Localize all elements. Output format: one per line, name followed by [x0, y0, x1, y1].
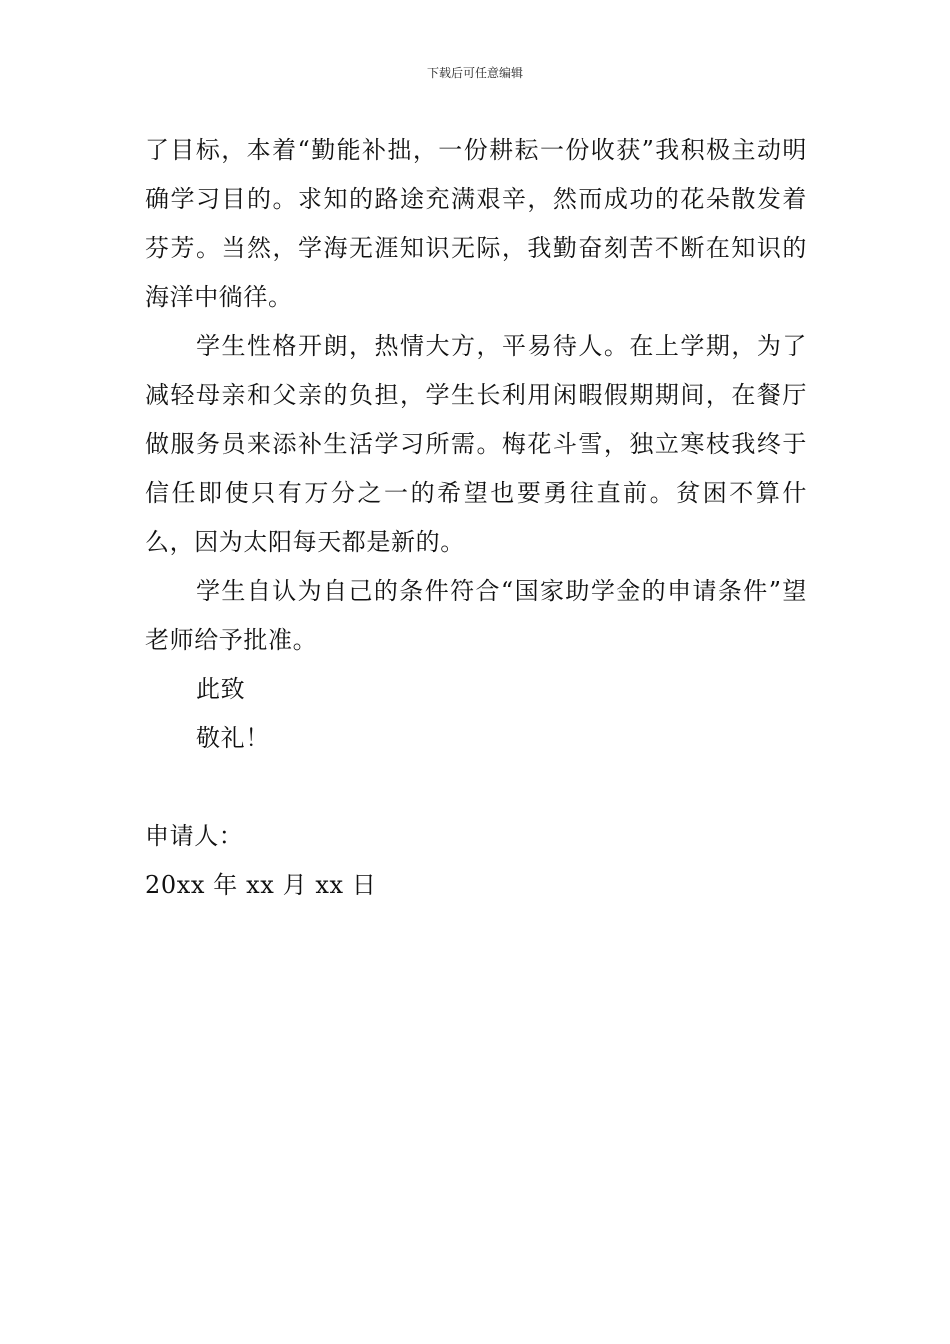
blank-line — [145, 763, 807, 812]
closing-salute: 敬礼！ — [196, 724, 270, 752]
paragraph-request: 学生自认为自己的条件符合“国家助学金的申请条件”望老师给予批准。 — [145, 577, 807, 654]
closing-greeting: 此致 — [196, 675, 246, 703]
letter-body — [145, 126, 807, 910]
applicant-label: 申请人： — [145, 822, 244, 850]
paragraph-personality: 学生性格开朗，热情大方，平易待人。在上学期，为了减轻母亲和父亲的负担，学生长利用闲暇假期期间，在餐厅做服务员来添补生活学习所需。梅花斗雪，独立寒枝我终于信任即使只有万分之一的希望也要勇往直前。贫困不算什么，因为太阳每天都是新的。 — [145, 332, 807, 556]
date-line: 20xx 年 xx 月 xx 日 — [145, 871, 377, 899]
paragraph-continuation: 了目标，本着“勤能补拙，一份耕耘一份收获”我积极主动明确学习目的。求知的路途充满艰辛，然而成功的花朵散发着芬芳。当然，学海无涯知识无际，我勤奋刻苦不断在知识的海洋中徜徉。 — [145, 136, 807, 311]
header-note: 下载后可任意编辑 — [426, 66, 523, 80]
